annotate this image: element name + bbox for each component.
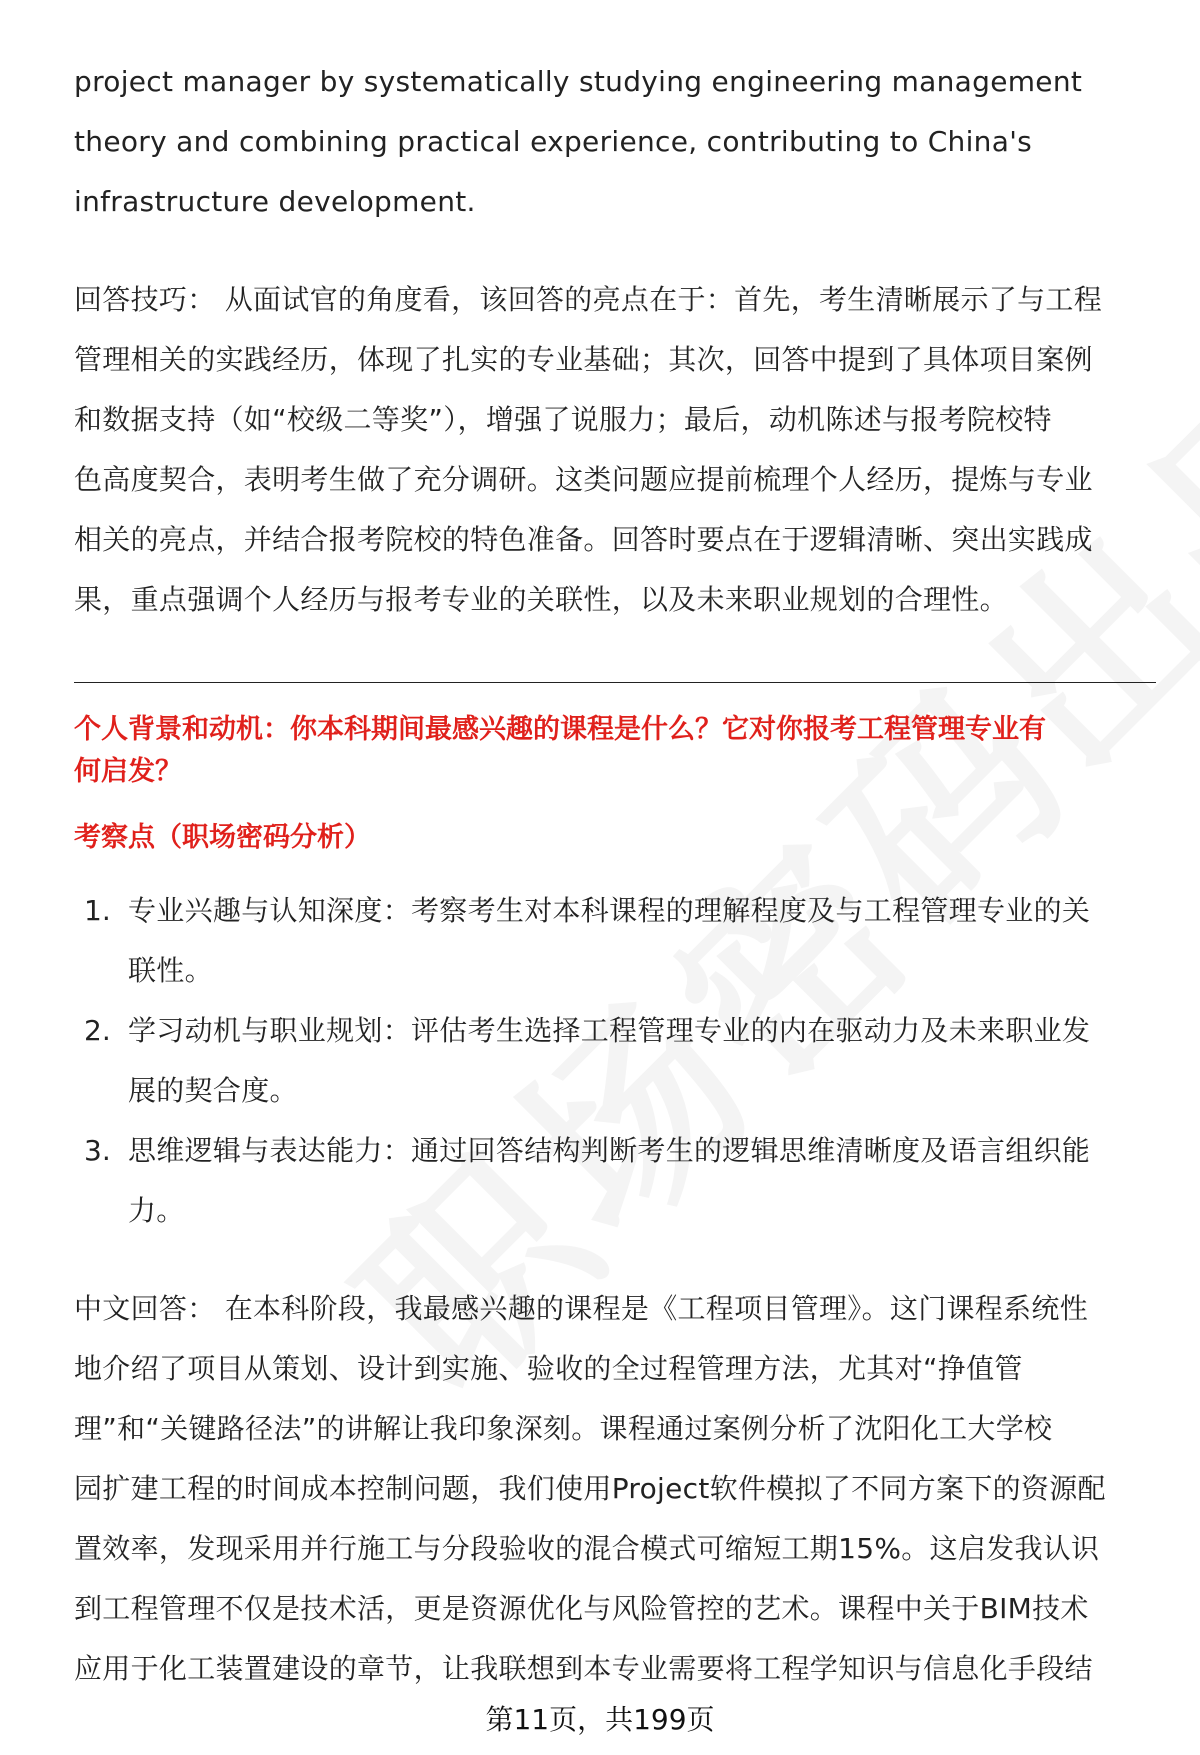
text-line: 果，重点强调个人经历与报考专业的关联性，以及未来职业规划的合理性。: [74, 583, 1008, 616]
text-line: project manager by systematically studying engineering management: [74, 65, 1083, 98]
question-heading: [74, 709, 1156, 793]
text-line: theory and combining practical experience, contributing to China's: [74, 125, 1033, 158]
section-divider: [74, 682, 1156, 683]
page-footer: 第11页，共199页: [485, 1703, 715, 1736]
text-line: 展的契合度。: [128, 1074, 298, 1107]
text-line: 应用于化工装置建设的章节，让我联想到本专业需要将工程学知识与信息化手段结: [74, 1652, 1093, 1685]
text-line: 专业兴趣与认知深度：考察考生对本科课程的理解程度及与工程管理专业的关: [128, 894, 1091, 927]
text-line: 置效率，发现采用并行施工与分段验收的混合模式可缩短工期15%。这启发我认识: [74, 1532, 1100, 1565]
text-line: 和数据支持（如“校级二等奖”），增强了说服力；最后，动机陈述与报考院校特: [74, 403, 1052, 436]
list-item: [74, 1121, 1156, 1241]
page-content: [74, 52, 1156, 1699]
text-line: 力。: [128, 1194, 185, 1227]
text-line: 相关的亮点，并结合报考院校的特色准备。回答时要点在于逻辑清晰、突出实践成: [74, 523, 1093, 556]
list-item: [74, 1001, 1156, 1121]
text-line: 色高度契合，表明考生做了充分调研。这类问题应提前梳理个人经历，提炼与专业: [74, 463, 1093, 496]
text-line: infrastructure development.: [74, 185, 476, 218]
exam-points-title: 考察点（职场密码分析）: [74, 822, 371, 853]
question-line: 何启发？: [74, 756, 182, 787]
english-answer-tail: [74, 52, 1156, 232]
list-number: 1.: [84, 894, 111, 927]
list-number: 2.: [84, 1014, 111, 1047]
answer-tips: [74, 270, 1156, 630]
text-line: 园扩建工程的时间成本控制问题，我们使用Project软件模拟了不同方案下的资源配: [74, 1472, 1106, 1505]
text-line: 管理相关的实践经历，体现了扎实的专业基础；其次，回答中提到了具体项目案例: [74, 343, 1093, 376]
text-line: 学习动机与职业规划：评估考生选择工程管理专业的内在驱动力及未来职业发: [128, 1014, 1091, 1047]
text-line: 思维逻辑与表达能力：通过回答结构判断考生的逻辑思维清晰度及语言组织能: [128, 1134, 1091, 1167]
exam-points-list: [74, 881, 1156, 1241]
text-line: 联性。: [128, 954, 213, 987]
chinese-answer: [74, 1279, 1156, 1699]
text-line: 地介绍了项目从策划、设计到实施、验收的全过程管理方法，尤其对“挣值管: [74, 1352, 1023, 1385]
text-line: 理”和“关键路径法”的讲解让我印象深刻。课程通过案例分析了沈阳化工大学校: [74, 1412, 1053, 1445]
text-line: 中文回答： 在本科阶段，我最感兴趣的课程是《工程项目管理》。这门课程系统性: [74, 1292, 1089, 1325]
text-line: 到工程管理不仅是技术活，更是资源优化与风险管控的艺术。课程中关于BIM技术: [74, 1592, 1089, 1625]
list-number: 3.: [84, 1134, 111, 1167]
question-line: 个人背景和动机：你本科期间最感兴趣的课程是什么？它对你报考工程管理专业有: [74, 714, 1046, 745]
text-line: 回答技巧： 从面试官的角度看，该回答的亮点在于：首先，考生清晰展示了与工程: [74, 283, 1103, 316]
list-item: [74, 881, 1156, 1001]
